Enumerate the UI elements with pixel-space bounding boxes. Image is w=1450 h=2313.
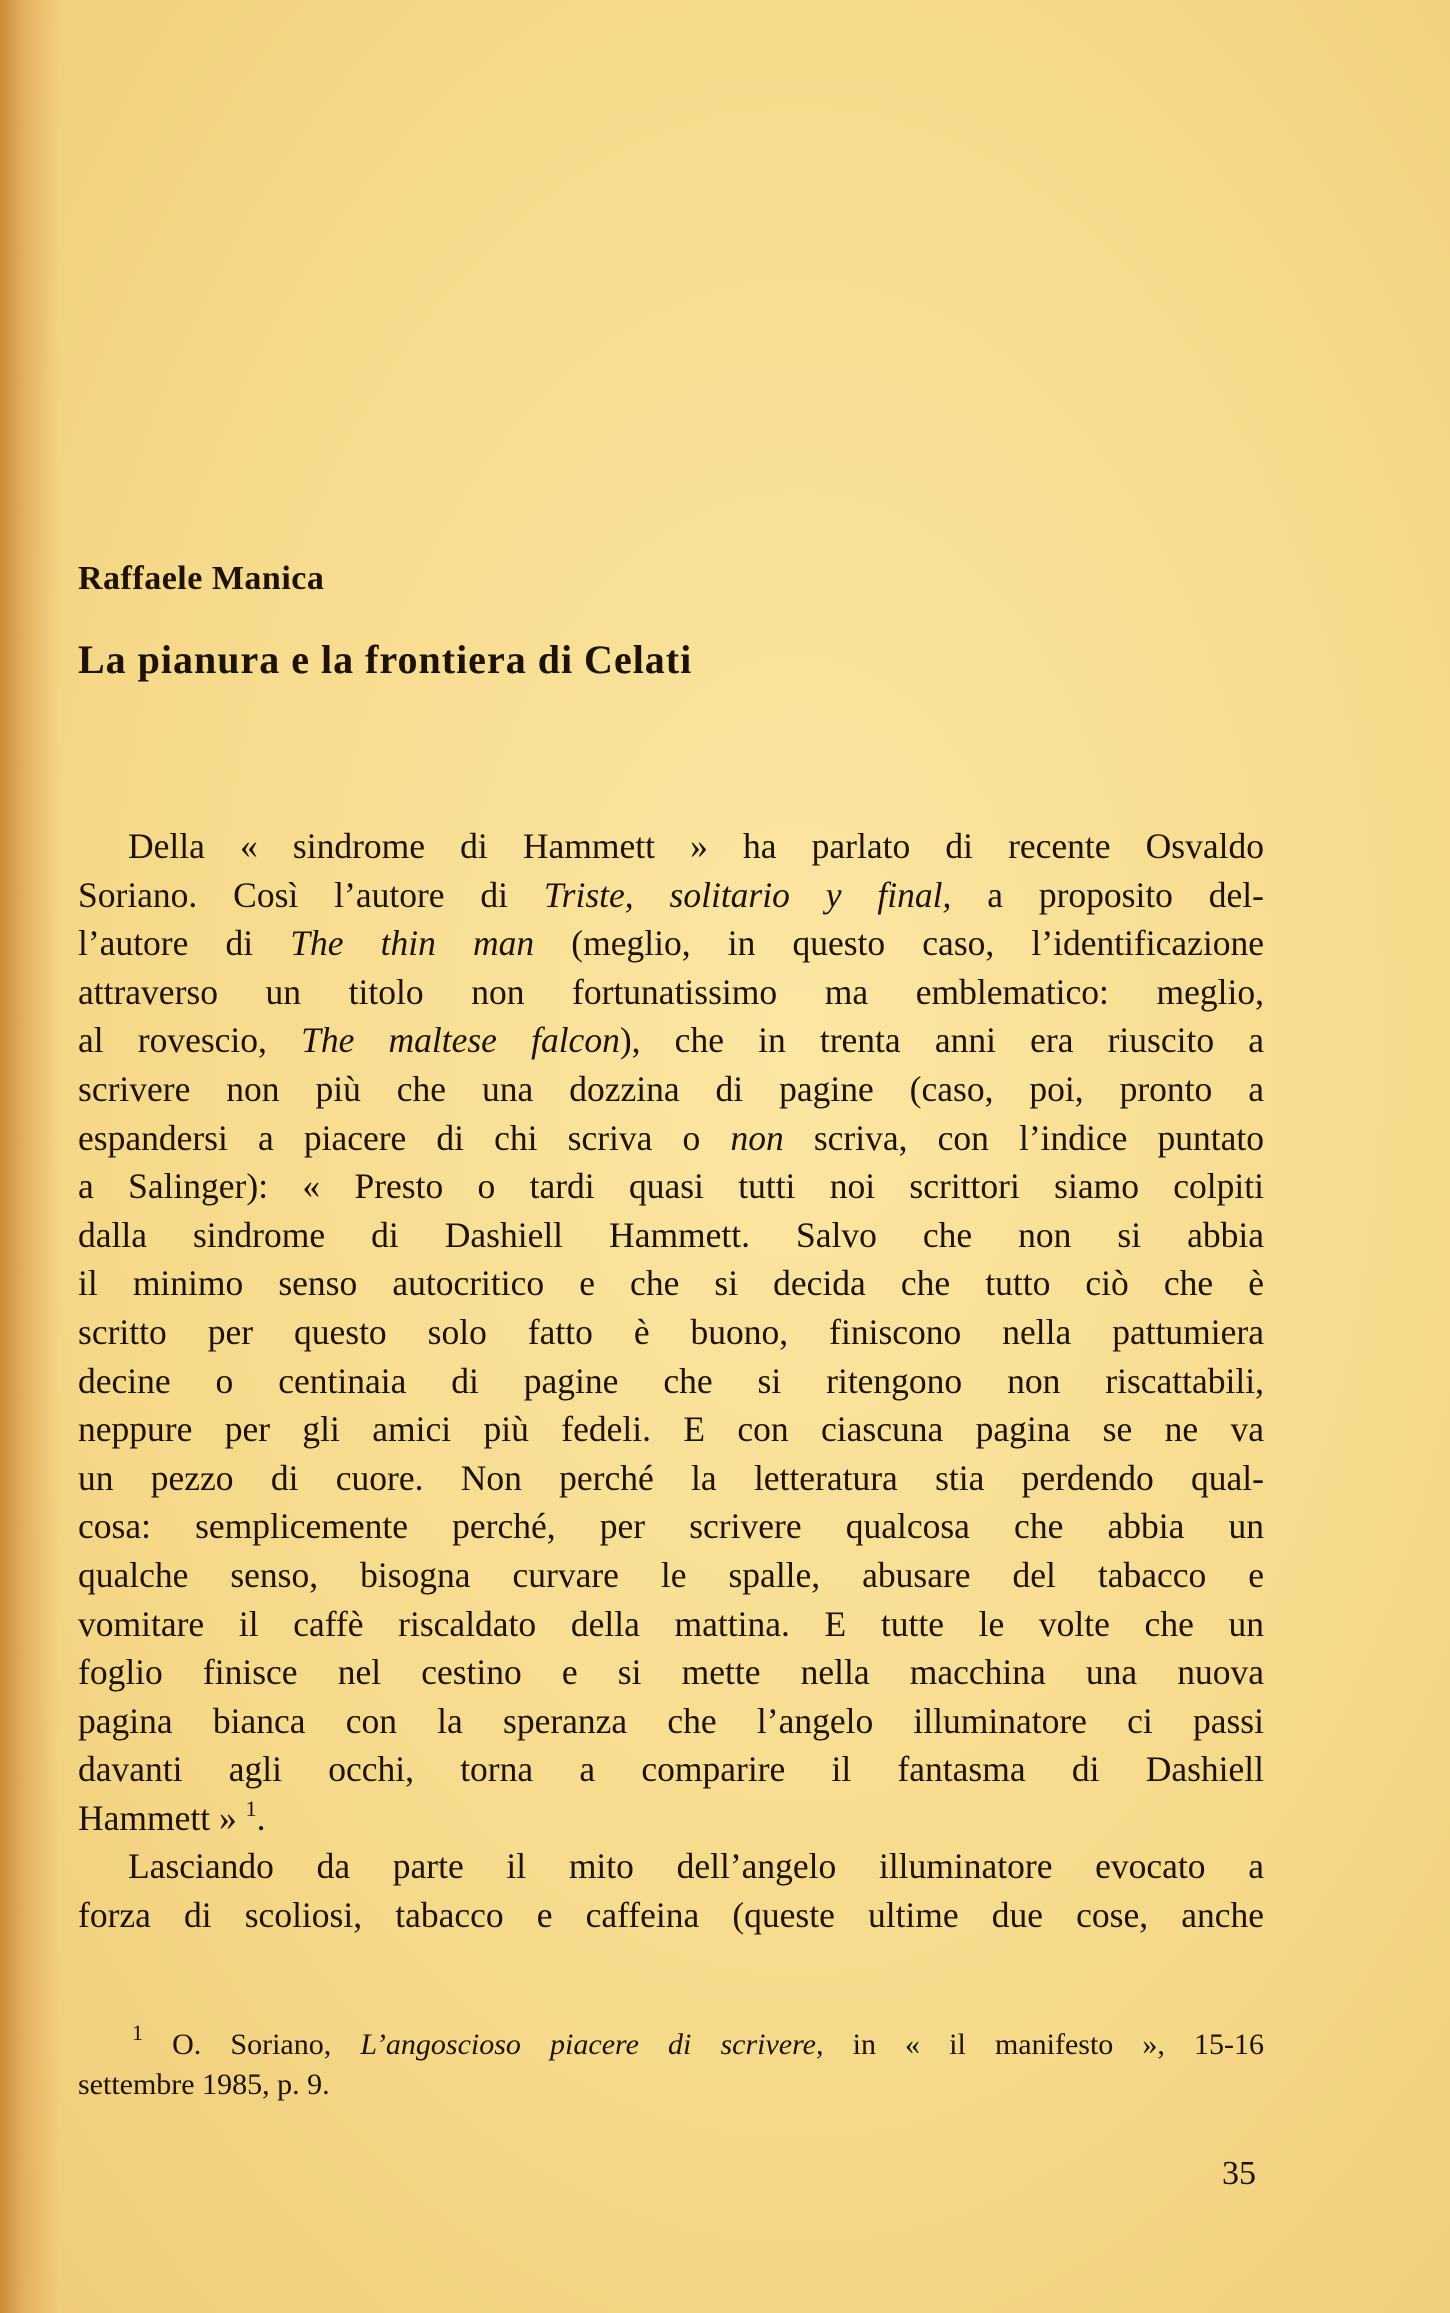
text-line: scrivere non più che una dozzina di pagine (caso, poi, pronto a — [78, 1068, 1264, 1109]
text-line: cosa: semplicemente perché, per scrivere qualcosa che abbia un — [78, 1506, 1264, 1547]
text-line: neppure per gli amici più fedeli. E con ciascuna pagina se ne va — [78, 1409, 1264, 1450]
text-line: Della « sindrome di Hammett » ha parlato di recente Osvaldo — [128, 826, 1264, 866]
text-line: qualche senso, bisogna curvare le spalle, abusare del tabacco e — [78, 1554, 1264, 1595]
text-line: Lasciando da parte il mito dell’angelo illuminatore evocato a — [128, 1846, 1264, 1887]
text-line: dalla sindrome di Dashiell Hammett. Salvo che non si abbia — [78, 1214, 1264, 1255]
text-line: foglio finisce nel cestino e si mette nella macchina una nuova — [78, 1652, 1264, 1693]
text-line: un pezzo di cuore. Non perché la letteratura stia perdendo qual- — [78, 1457, 1264, 1498]
footnote-number: 1 — [132, 2020, 143, 2045]
paragraph-2 — [78, 1842, 1264, 1939]
italic-title: L’angoscioso piacere di scrivere, — [360, 2028, 824, 2061]
body-text — [78, 822, 1264, 1940]
text-span: ), che in trenta anni era riuscito a — [619, 1020, 1264, 1061]
footnote-line: settembre 1985, p. 9. — [78, 2068, 330, 2101]
text-line: scritto per questo solo fatto è buono, finiscono nella pattumiera — [78, 1311, 1264, 1352]
paragraph-1 — [78, 822, 1264, 1842]
essay-title: La pianura e la frontiera di Celati — [78, 637, 693, 682]
text-line: vomitare il caffè riscaldato della mattina. E tutte le volte che un — [78, 1603, 1264, 1644]
text-span: O. Soriano, — [143, 2028, 361, 2061]
text-span: l’autore di — [78, 923, 291, 964]
text-line: davanti agli occhi, torna a comparire il fantasma di Dashiell — [78, 1749, 1264, 1790]
text-line: attraverso un titolo non fortunatissimo ma emblematico: meglio, — [78, 971, 1264, 1012]
text-span: Soriano. Così l’autore di — [78, 874, 544, 915]
text-line: pagina bianca con la speranza che l’angelo illuminatore ci passi — [78, 1700, 1264, 1741]
italic-title: Triste, solitario y final, — [543, 874, 952, 915]
footnote-reference: 1 — [245, 1795, 257, 1821]
text-span: espandersi a piacere di chi scriva o — [78, 1117, 731, 1158]
italic-title: The maltese falcon — [301, 1020, 620, 1061]
author-name: Raffaele Manica — [78, 560, 325, 597]
text-line — [78, 1016, 1264, 1065]
text-span: Hammett » — [78, 1797, 246, 1838]
text-span: in « il manifesto », 15-16 — [823, 2028, 1265, 2061]
page-number: 35 — [1222, 2155, 1256, 2192]
footnote — [78, 2020, 1265, 2105]
text-line — [78, 919, 1264, 968]
text-span: scriva, con l’indice puntato — [783, 1117, 1264, 1158]
text-span: (meglio, in questo caso, l’identificazione — [534, 923, 1264, 964]
text-span: a proposito del- — [951, 874, 1264, 915]
text-line — [78, 1114, 1264, 1163]
text-line: a Salinger): « Presto o tardi quasi tutti noi scrittori siamo colpiti — [78, 1166, 1264, 1207]
text-line: forza di scoliosi, tabacco e caffeina (queste ultime due cose, anche — [78, 1895, 1264, 1936]
text-span: . — [256, 1797, 266, 1838]
text-line — [78, 871, 1264, 920]
text-line — [78, 1794, 1264, 1843]
text-line: decine o centinaia di pagine che si ritengono non riscattabili, — [78, 1360, 1264, 1401]
italic-title: The thin man — [290, 923, 535, 964]
text-line: il minimo senso autocritico e che si decida che tutto ciò che è — [78, 1263, 1264, 1304]
italic-word: non — [730, 1117, 784, 1158]
text-span: al rovescio, — [78, 1020, 302, 1061]
footnote-line — [78, 2020, 1265, 2065]
